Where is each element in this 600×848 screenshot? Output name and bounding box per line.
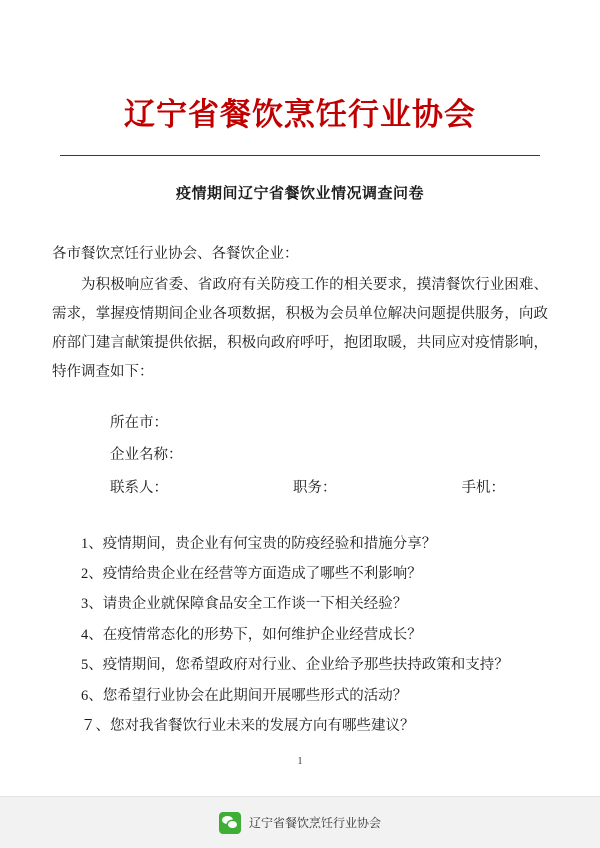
question-item: 1、疫情期间，贵企业有何宝贵的防疫经验和措施分享？ (81, 535, 437, 552)
question-item: 5、疫情期间，您希望政府对行业、企业给予那些扶持政策和支持？ (81, 657, 509, 674)
form-fields (52, 407, 548, 505)
contact-field-label: 联系人： (110, 479, 168, 496)
mobile-field-label: 手机： (461, 479, 505, 496)
field-row-contact (52, 472, 548, 505)
question-item: 2、疫情给贵企业在经营等方面造成了哪些不利影响？ (81, 566, 422, 583)
position-field-label: 职务： (293, 479, 337, 496)
question-item: 6、您希望行业协会在此期间开展哪些形式的活动？ (81, 687, 408, 704)
question-item: ７、您对我省餐饮行业未来的发展方向有哪些建议？ (81, 718, 415, 735)
footer-account-name: 辽宁省餐饮烹饪行业协会 (248, 816, 381, 830)
city-field-label: 所在市： (110, 414, 168, 431)
page-title: 辽宁省餐饮烹饪行业协会 (124, 97, 476, 132)
field-row-company (52, 439, 548, 472)
question-item: 3、请贵企业就保障食品安全工作谈一下相关经验？ (81, 596, 408, 613)
salutation-text: 各市餐饮烹饪行业协会、各餐饮企业： (52, 246, 299, 263)
question-list (52, 529, 548, 742)
footer-content[interactable] (0, 797, 600, 848)
question-item: 4、在疫情常态化的形势下，如何维护企业经营成长？ (81, 626, 422, 643)
wechat-icon (219, 812, 241, 834)
footer-bar (0, 796, 600, 848)
title-divider (60, 155, 540, 156)
body-paragraph: 为积极响应省委、省政府有关防疫工作的相关要求，摸清餐饮行业困难、需求，掌握疫情期间企业各项数据，积极为会员单位解决问题提供服务，向政府部门建言献策提供依据，积极向政府呼吁，抱团取暖，共同应对疫情影响，特作调查如下： (52, 276, 548, 380)
company-field-label: 企业名称： (110, 447, 183, 464)
document-subtitle: 疫情期间辽宁省餐饮业情况调查问卷 (175, 185, 424, 203)
page-number: 1 (297, 755, 303, 767)
field-row-city (52, 407, 548, 440)
